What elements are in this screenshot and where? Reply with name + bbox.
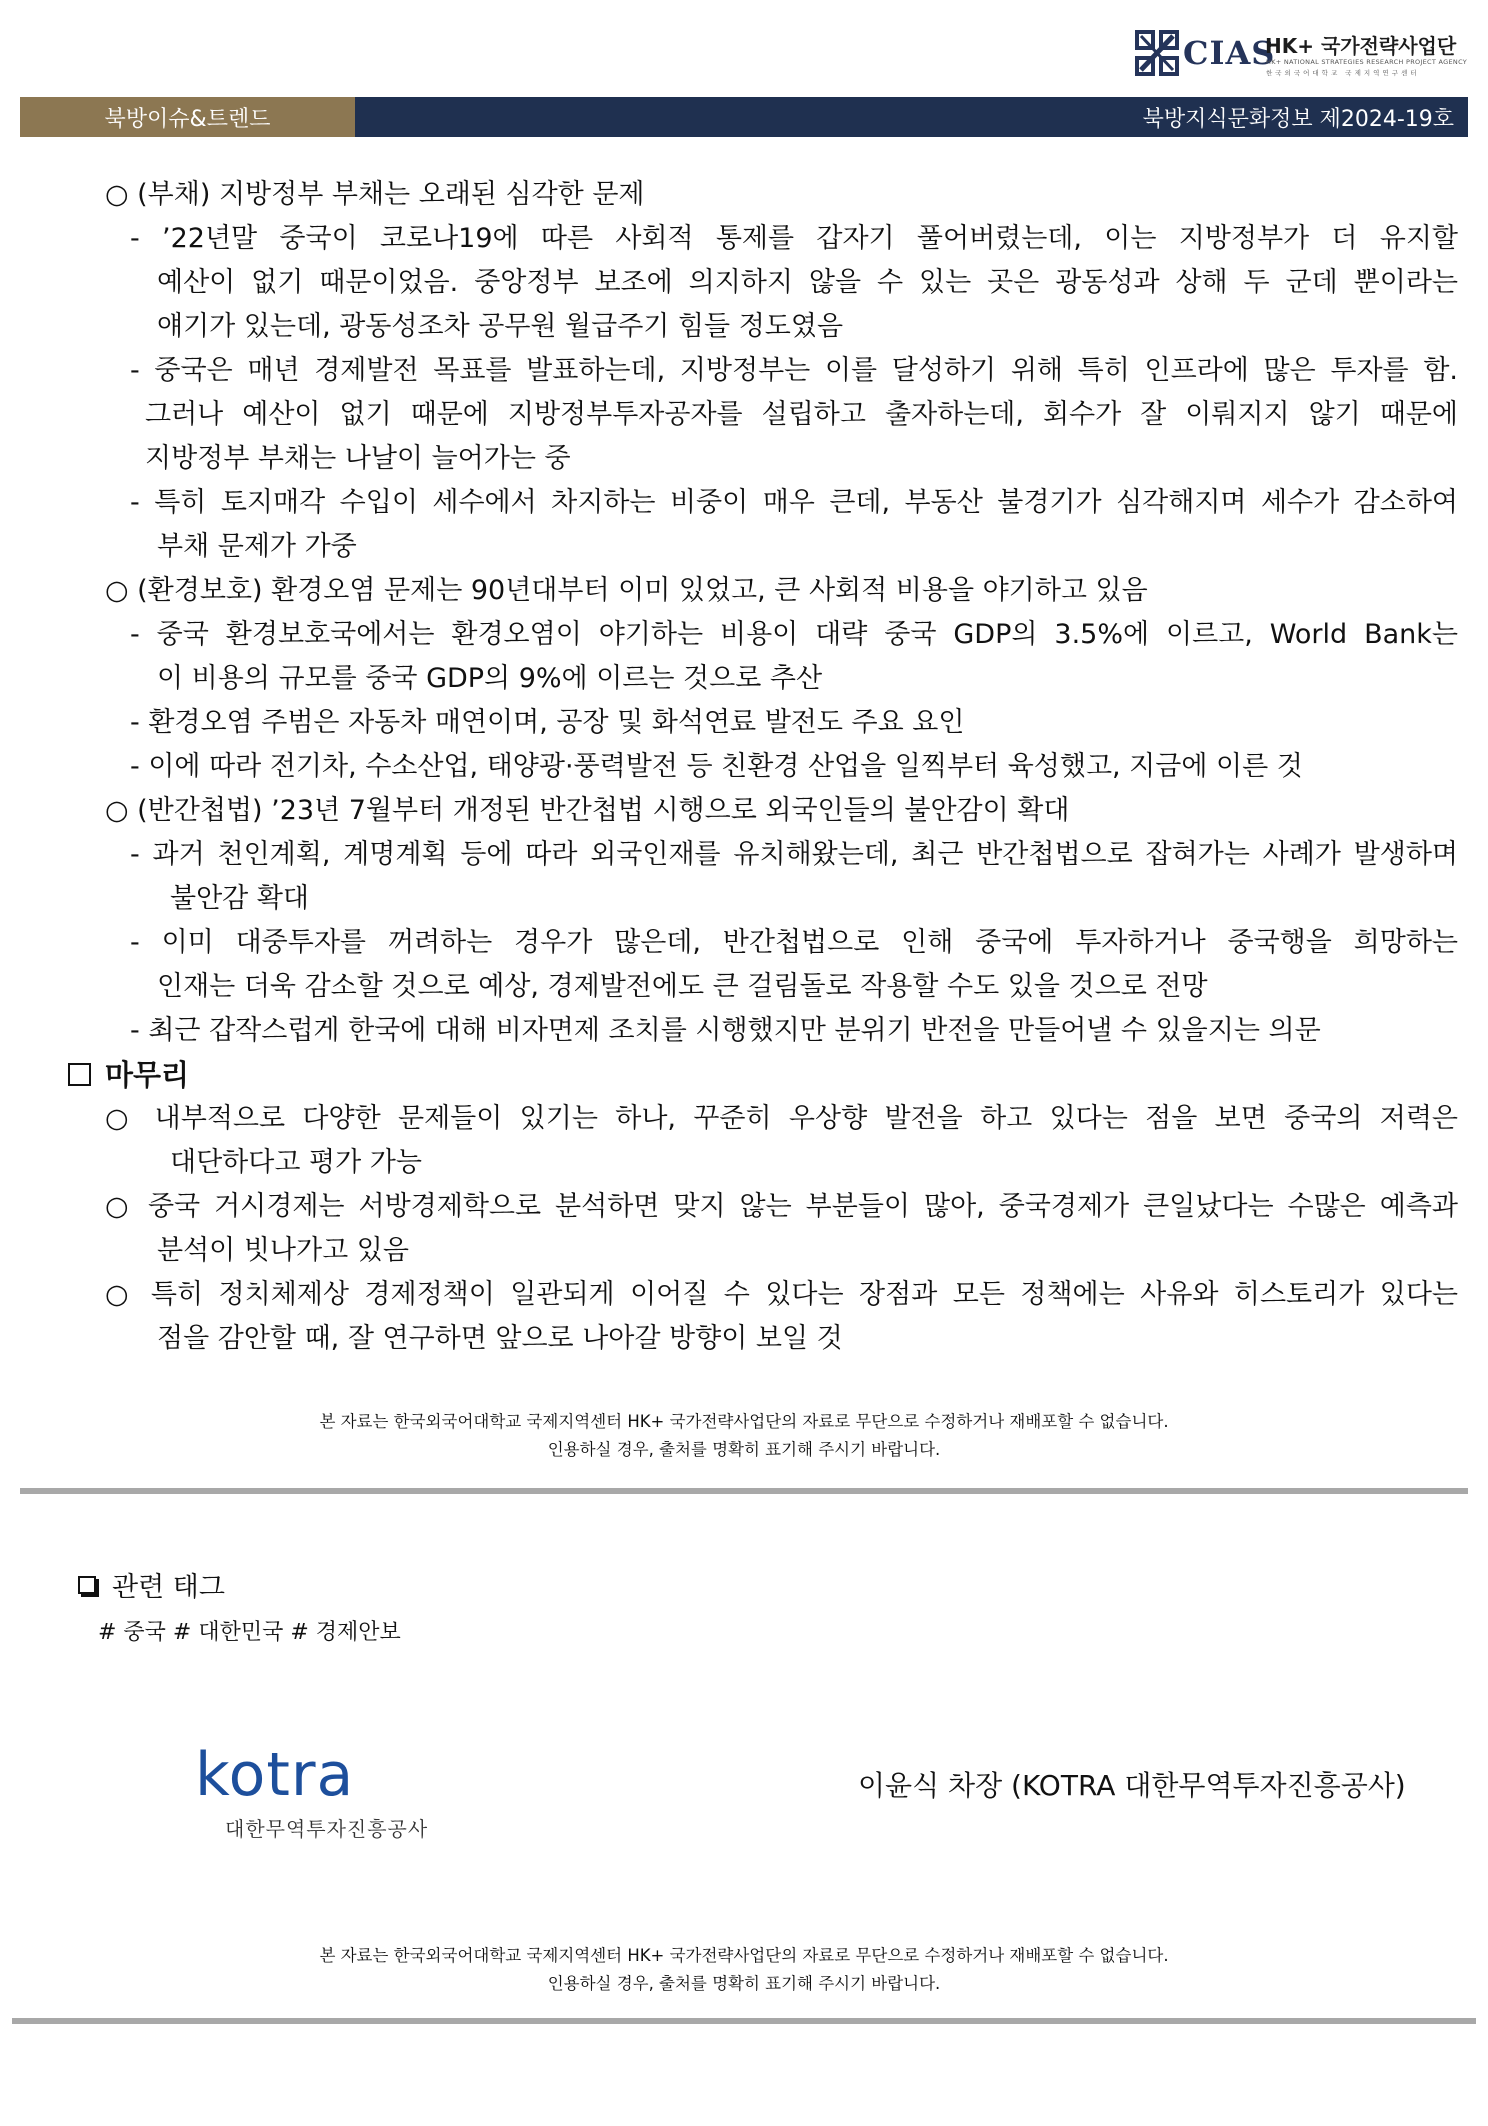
body-line: 예산이 없기 때문이었음. 중앙정부 보조에 의지하지 않을 수 있는 곳은 광동성과 상해 두 군데 뿐이라는	[157, 267, 1458, 298]
body-line: ○ 중국 거시경제는 서방경제학으로 분석하면 맞지 않는 부분들이 많아, 중국경제가 큰일났다는 수많은 예측과	[105, 1191, 1458, 1222]
project-subtitle-ko: 한국외국어대학교 국제지역연구센터	[1266, 69, 1420, 77]
header-bar	[20, 97, 1468, 137]
body-line: ○ 내부적으로 다양한 문제들이 있기는 하나, 꾸준히 우상향 발전을 하고 있다는 점을 보면 중국의 저력은	[105, 1103, 1458, 1134]
body-line: - ’22년말 중국이 코로나19에 따른 사회적 통제를 갑자기 풀어버렸는데, 이는 지방정부가 더 유지할	[130, 223, 1458, 254]
bullet-environment: ○ (환경보호) 환경오염 문제는 90년대부터 이미 있었고, 큰 사회적 비용을 야기하고 있음	[105, 575, 1148, 606]
body-line: - 이미 대중투자를 꺼려하는 경우가 많은데, 반간첩법으로 인해 중국에 투자하거나 중국행을 희망하는	[130, 927, 1458, 958]
kotra-subtitle: 대한무역투자진흥공사	[225, 1817, 429, 1841]
body-line: 지방정부 부채는 나날이 늘어가는 중	[145, 443, 571, 474]
citation-line: 인용하실 경우, 출처를 명확히 표기해 주시기 바랍니다.	[547, 1974, 941, 1993]
body-line: 얘기가 있는데, 광동성조차 공무원 월급주기 힘들 정도였음	[157, 311, 844, 342]
body-line: 분석이 빗나가고 있음	[157, 1235, 409, 1266]
body-line: ○ 특히 정치체제상 경제정책이 일관되게 이어질 수 있다는 장점과 모든 정책에는 사유와 히스토리가 있다는	[105, 1279, 1458, 1310]
copyright-notice	[0, 1408, 1488, 1464]
body-line: 점을 감안할 때, 잘 연구하면 앞으로 나아갈 방향이 보일 것	[157, 1323, 843, 1354]
body-line: - 환경오염 주범은 자동차 매연이며, 공장 및 화석연료 발전도 주요 요인	[130, 707, 965, 738]
bullet-counter-espionage: ○ (반간첩법) ’23년 7월부터 개정된 반간첩법 시행으로 외국인들의 불안감이 확대	[105, 795, 1070, 826]
issue-label: 북방지식문화정보 제2024-19호	[355, 97, 1468, 137]
tag-list: # 중국 # 대한민국 # 경제안보	[98, 1620, 401, 1645]
body-line: - 중국 환경보호국에서는 환경오염이 야기하는 비용이 대략 중국 GDP의 3.5%에 이르고, World Bank는	[130, 619, 1458, 650]
body-line: - 과거 천인계획, 계명계획 등에 따라 외국인재를 유치해왔는데, 최근 반간첩법으로 잡혀가는 사례가 발생하며	[130, 839, 1458, 870]
body-line: 대단하다고 평가 가능	[170, 1147, 422, 1178]
kotra-logo	[195, 1740, 429, 1842]
section-title-conclusion: 마무리	[68, 1053, 189, 1097]
body-line: 부채 문제가 가중	[157, 531, 357, 562]
body-line: 그러나 예산이 없기 때문에 지방정부투자공자를 설립하고 출자하는데, 회수가 잘 이뤄지지 않기 때문에	[145, 399, 1458, 430]
kotra-wordmark: kotra	[195, 1740, 355, 1810]
project-name: HK+ 국가전략사업단	[1265, 34, 1457, 58]
copyright-notice-bottom	[0, 1942, 1488, 1998]
copyright-line: 본 자료는 한국외국어대학교 국제지역센터 HK+ 국가전략사업단의 자료로 무단으로 수정하거나 재배포할 수 없습니다.	[319, 1946, 1169, 1965]
cias-emblem-icon	[1135, 30, 1179, 76]
checkbox-bullet-icon	[78, 1576, 96, 1594]
bottom-divider	[12, 2018, 1476, 2024]
copyright-line: 본 자료는 한국외국어대학교 국제지역센터 HK+ 국가전략사업단의 자료로 무단으로 수정하거나 재배포할 수 없습니다.	[319, 1412, 1169, 1431]
body-line: - 중국은 매년 경제발전 목표를 발표하는데, 지방정부는 이를 달성하기 위해 특히 인프라에 많은 투자를 함.	[130, 355, 1458, 386]
category-label: 북방이슈&트렌드	[20, 97, 355, 137]
cias-wordmark: CIAS	[1183, 34, 1276, 72]
body-line: - 특히 토지매각 수입이 세수에서 차지하는 비중이 매우 큰데, 부동산 불경기가 심각해지며 세수가 감소하여	[130, 487, 1458, 518]
square-bullet-icon	[68, 1063, 91, 1086]
section-divider	[20, 1488, 1468, 1494]
citation-line: 인용하실 경우, 출처를 명확히 표기해 주시기 바랍니다.	[547, 1440, 941, 1459]
related-tags-title: 관련 태그	[78, 1565, 225, 1604]
body-line: - 최근 갑작스럽게 한국에 대해 비자면제 조치를 시행했지만 분위기 반전을 만들어낼 수 있을지는 의문	[130, 1015, 1321, 1046]
author-credit: 이윤식 차장 (KOTRA 대한무역투자진흥공사)	[858, 1769, 1406, 1802]
project-subtitle-en: HK+ NATIONAL STRATEGIES RESEARCH PROJECT AGENCY	[1266, 58, 1468, 66]
bullet-debt: ○ (부채) 지방정부 부채는 오래된 심각한 문제	[105, 179, 645, 210]
body-line: 이 비용의 규모를 중국 GDP의 9%에 이르는 것으로 추산	[157, 663, 823, 694]
body-line: - 이에 따라 전기차, 수소산업, 태양광·풍력발전 등 친환경 산업을 일찍부터 육성했고, 지금에 이른 것	[130, 751, 1303, 782]
body-line: 불안감 확대	[170, 883, 309, 914]
body-line: 인재는 더욱 감소할 것으로 예상, 경제발전에도 큰 걸림돌로 작용할 수도 있을 것으로 전망	[157, 971, 1208, 1002]
cias-logo	[1135, 28, 1468, 82]
